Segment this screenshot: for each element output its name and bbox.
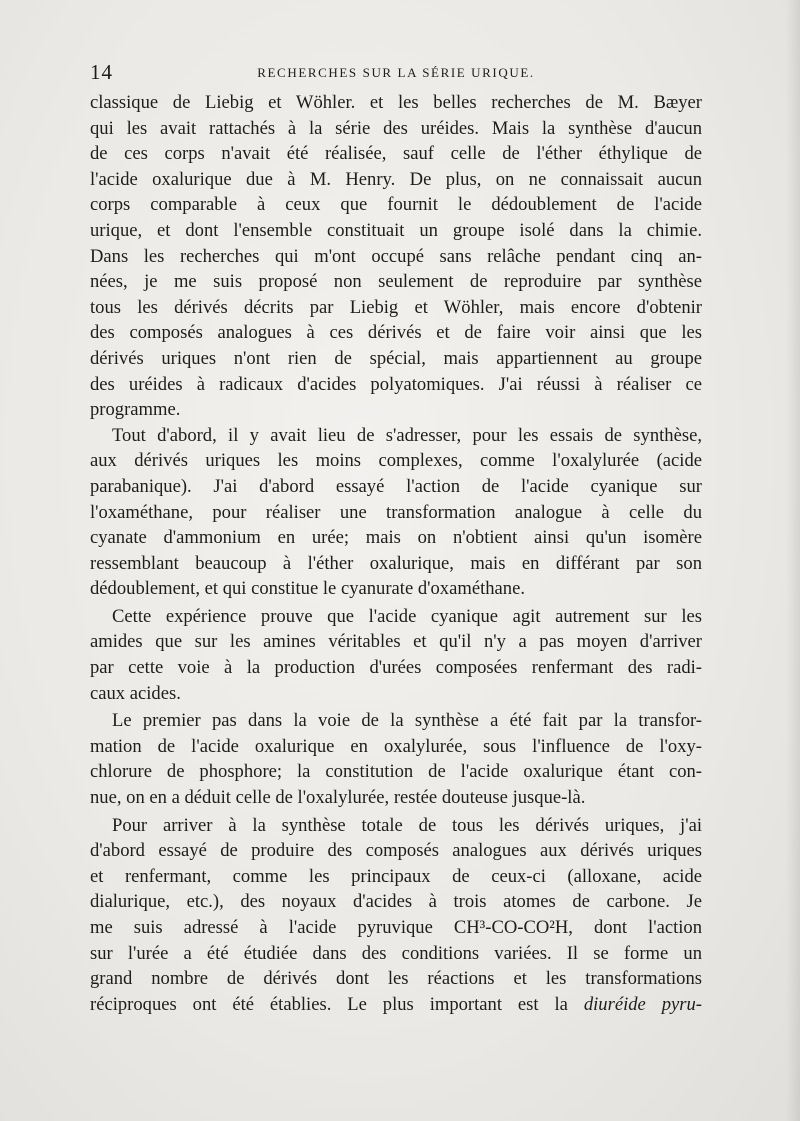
text-line: chlorure de phosphore; la constitution de l'acide oxalurique étant con-: [90, 761, 702, 783]
text-line: ressemblant beaucoup à l'éther oxalurique, mais en différant par son: [90, 552, 702, 574]
text-line: tous les dérivés décrits par Liebig et Wöhler, mais encore d'obtenir: [90, 296, 702, 318]
page-header: [90, 60, 702, 84]
text-line: cyanate d'ammonium en urée; mais on n'obtient ainsi qu'un isomère: [90, 527, 702, 549]
text-line: mation de l'acide oxalurique en oxalylurée, sous l'influence de l'oxy-: [90, 735, 702, 757]
text-line: nées, je me suis proposé non seulement de reproduire par synthèse: [90, 271, 702, 293]
text-line: parabanique). J'ai d'abord essayé l'action de l'acide cyanique sur: [90, 475, 702, 497]
body-text: [90, 90, 702, 1017]
text-line: nue, on en a déduit celle de l'oxalylurée, restée douteuse jusque-là.: [90, 787, 586, 809]
page-edge-shadow: [786, 0, 800, 1121]
text-line: qui les avait rattachés à la série des uréides. Mais la synthèse d'aucun: [90, 117, 702, 139]
text-line: des composés analogues à ces dérivés et de faire voir ainsi que les: [90, 322, 702, 344]
text-line-final: [90, 992, 702, 1018]
text-line: caux acides.: [90, 682, 181, 704]
text-line: programme.: [90, 399, 181, 421]
text-line: Le premier pas dans la voie de la synthèse a été fait par la transfor-: [112, 710, 702, 732]
text-line: grand nombre de dérivés dont les réactions et les transformations: [90, 968, 702, 990]
text-line-final-roman: réciproques ont été établies. Le plus important est la: [90, 993, 584, 1015]
text-line: dérivés uriques n'ont rien de spécial, mais appartiennent au groupe: [90, 347, 702, 369]
text-line: l'oxaméthane, pour réaliser une transformation analogue à celle du: [90, 501, 702, 523]
text-line: Tout d'abord, il y avait lieu de s'adresser, pour les essais de synthèse,: [112, 424, 702, 446]
page-number: 14: [90, 60, 113, 84]
text-line: aux dérivés uriques les moins complexes, comme l'oxalylurée (acide: [90, 450, 702, 472]
text-line: des uréides à radicaux d'acides polyatomiques. J'ai réussi à réaliser ce: [90, 373, 702, 395]
text-line: Pour arriver à la synthèse totale de tous les dérivés uriques, j'ai: [112, 814, 702, 836]
text-line: dédoublement, et qui constitue le cyanurate d'oxaméthane.: [90, 578, 525, 600]
text-line: et renfermant, comme les principaux de ceux-ci (alloxane, acide: [90, 865, 702, 887]
text-line: d'abord essayé de produire des composés analogues aux dérivés uriques: [90, 840, 702, 862]
text-line: l'acide oxalurique due à M. Henry. De plus, on ne connaissait aucun: [90, 168, 702, 190]
text-line: Dans les recherches qui m'ont occupé sans relâche pendant cinq an-: [90, 245, 702, 267]
running-head: RECHERCHES SUR LA SÉRIE URIQUE.: [257, 65, 535, 80]
text-line: par cette voie à la production d'urées composées renfermant des radi-: [90, 657, 702, 679]
text-line: dialurique, etc.), des noyaux d'acides à trois atomes de carbone. Je: [90, 891, 702, 913]
text-line-final-italic: diuréide pyru-: [583, 993, 702, 1015]
text-line: corps comparable à ceux que fournit le dédoublement de l'acide: [90, 194, 702, 216]
text-line: urique, et dont l'ensemble constituait un groupe isolé dans la chimie.: [90, 219, 702, 241]
text-line: me suis adressé à l'acide pyruvique CH³-CO-CO²H, dont l'action: [90, 917, 702, 938]
text-line: sur l'urée a été étudiée dans des conditions variées. Il se forme un: [90, 942, 702, 964]
text-line: Cette expérience prouve que l'acide cyanique agit autrement sur les: [112, 605, 702, 627]
text-line: de ces corps n'avait été réalisée, sauf celle de l'éther éthylique de: [90, 143, 702, 165]
text-line: amides que sur les amines véritables et qu'il n'y a pas moyen d'arriver: [90, 631, 702, 653]
text-line: classique de Liebig et Wöhler. et les belles recherches de M. Bæyer: [90, 92, 702, 113]
